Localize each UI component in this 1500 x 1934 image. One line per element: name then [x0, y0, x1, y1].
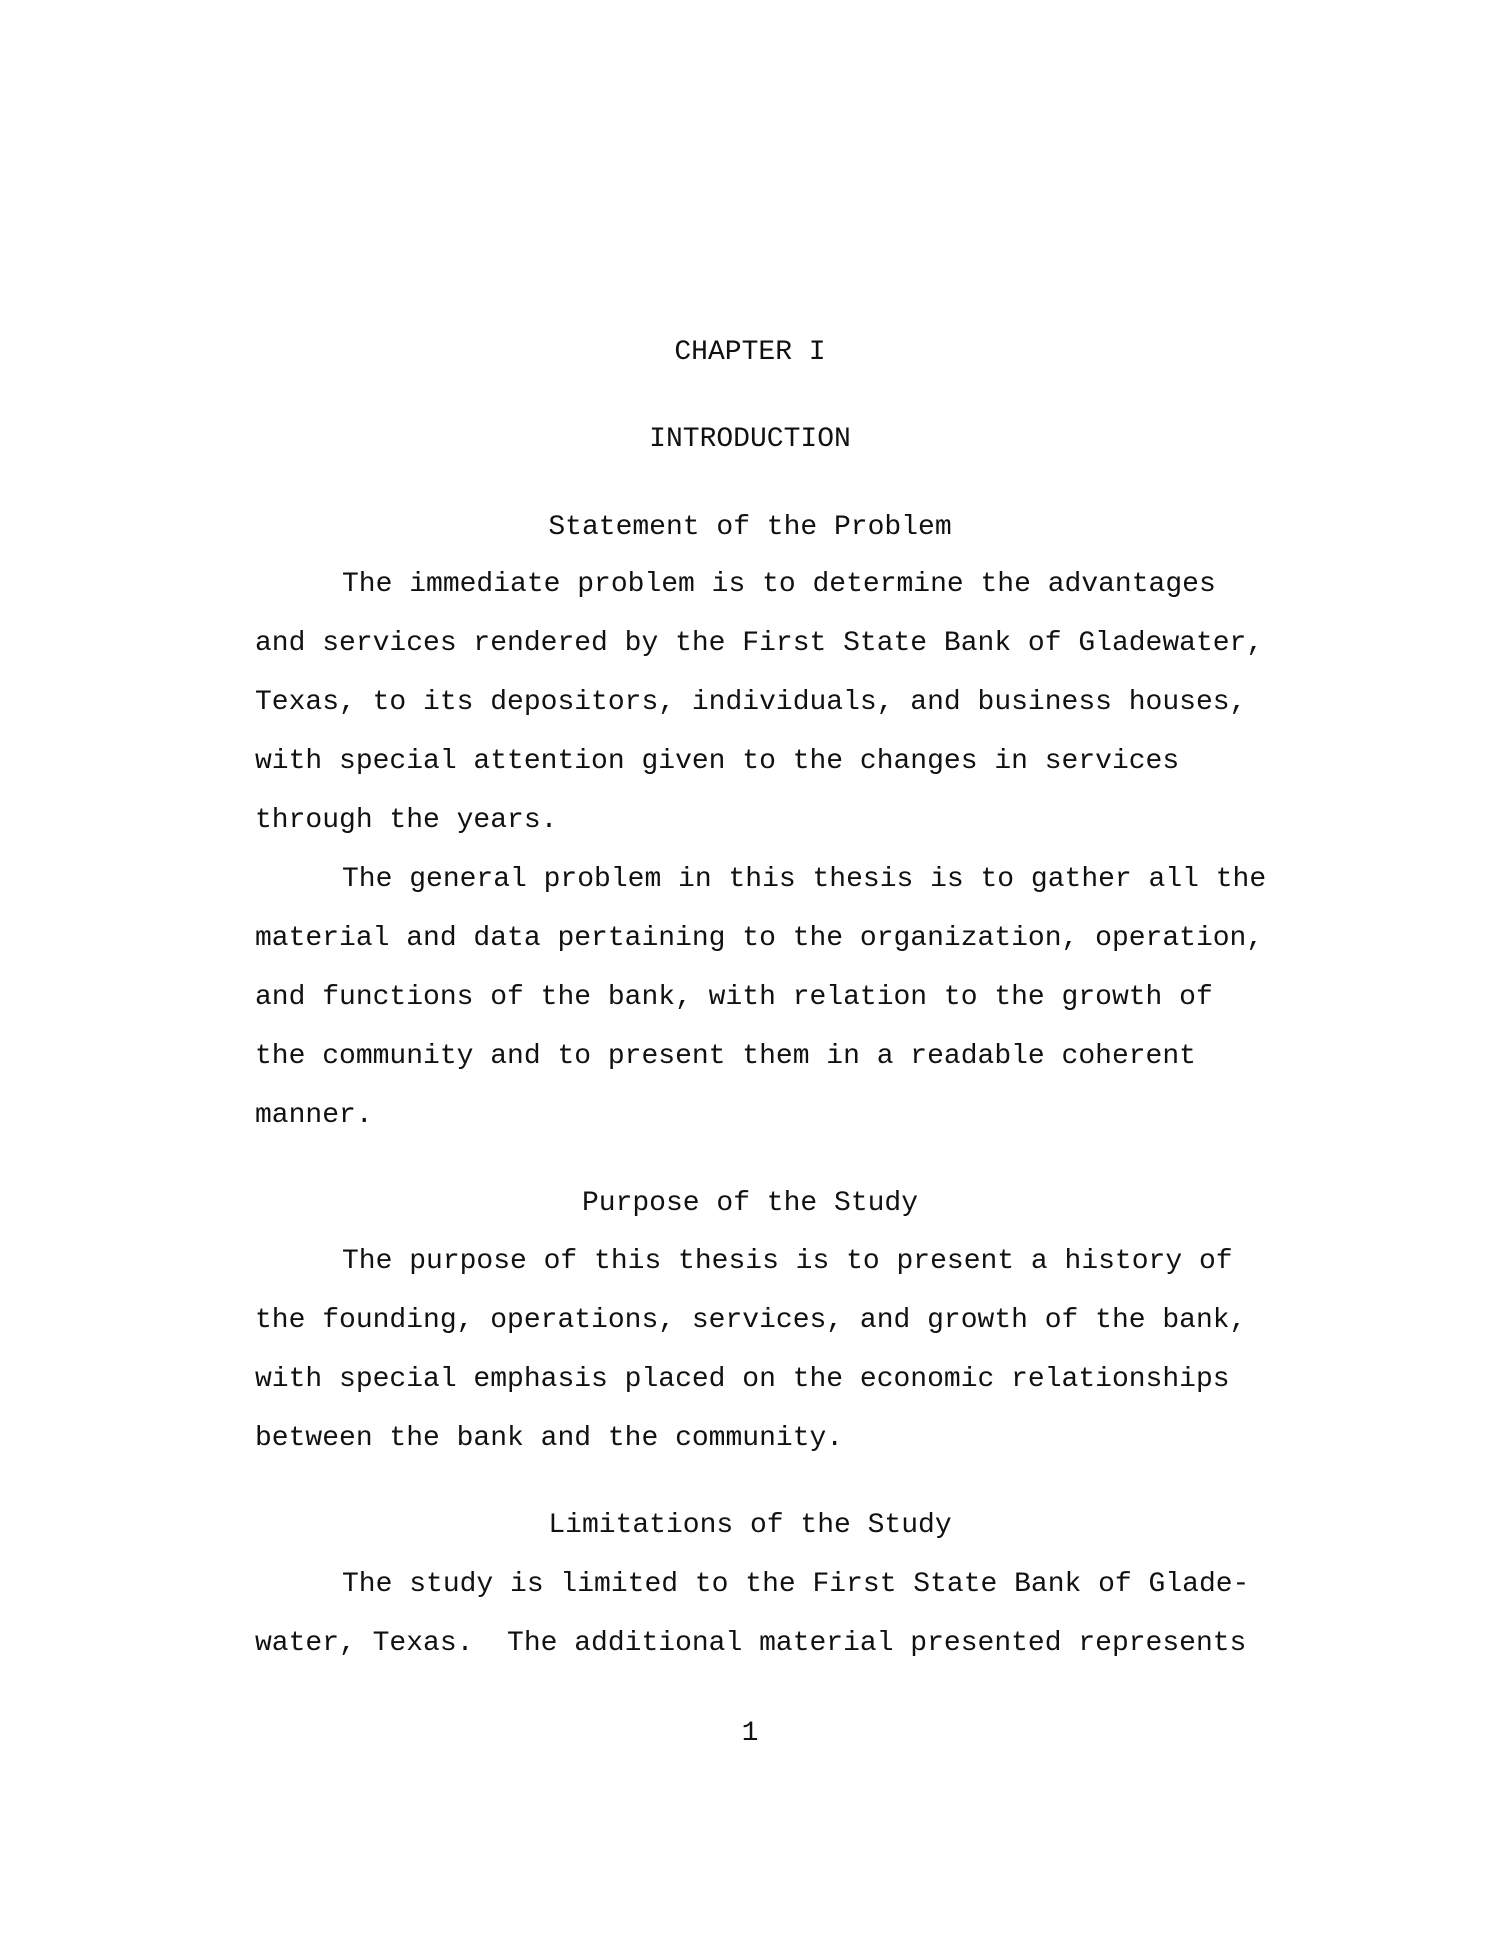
paragraph-line: and functions of the bank, with relation to the growth of — [255, 982, 1213, 1013]
paragraph-line: Texas, to its depositors, individuals, and business houses, — [255, 687, 1247, 718]
paragraph-line: The purpose of this thesis is to present a history of — [342, 1246, 1233, 1277]
paragraph-line: the community and to present them in a readable coherent — [255, 1041, 1196, 1072]
paragraph-line: The general problem in this thesis is to gather all the — [342, 864, 1267, 895]
paragraph-line: the founding, operations, services, and growth of the bank, — [255, 1305, 1247, 1336]
paragraph-line: manner. — [255, 1100, 373, 1131]
paragraph-line: between the bank and the community. — [255, 1423, 844, 1454]
section-heading-purpose: Purpose of the Study — [581, 1188, 919, 1219]
chapter-title: INTRODUCTION — [649, 424, 851, 455]
paragraph-line: with special emphasis placed on the economic relationships — [255, 1364, 1230, 1395]
page-number: 1 — [741, 1718, 759, 1749]
paragraph-line: through the years. — [255, 805, 558, 836]
paragraph-line: with special attention given to the changes in services — [255, 746, 1180, 777]
paragraph-line: The study is limited to the First State Bank of Glade- — [342, 1569, 1250, 1600]
paragraph-line: The immediate problem is to determine the advantages — [342, 569, 1216, 600]
section-heading-statement: Statement of the Problem — [548, 512, 952, 543]
paragraph-line: and services rendered by the First State Bank of Gladewater, — [255, 628, 1264, 659]
paragraph-line: material and data pertaining to the organization, operation, — [255, 923, 1264, 954]
paragraph-line: water, Texas. The additional material presented represents — [255, 1628, 1247, 1659]
section-heading-limitations: Limitations of the Study — [548, 1510, 952, 1541]
chapter-label: CHAPTER I — [674, 337, 826, 368]
